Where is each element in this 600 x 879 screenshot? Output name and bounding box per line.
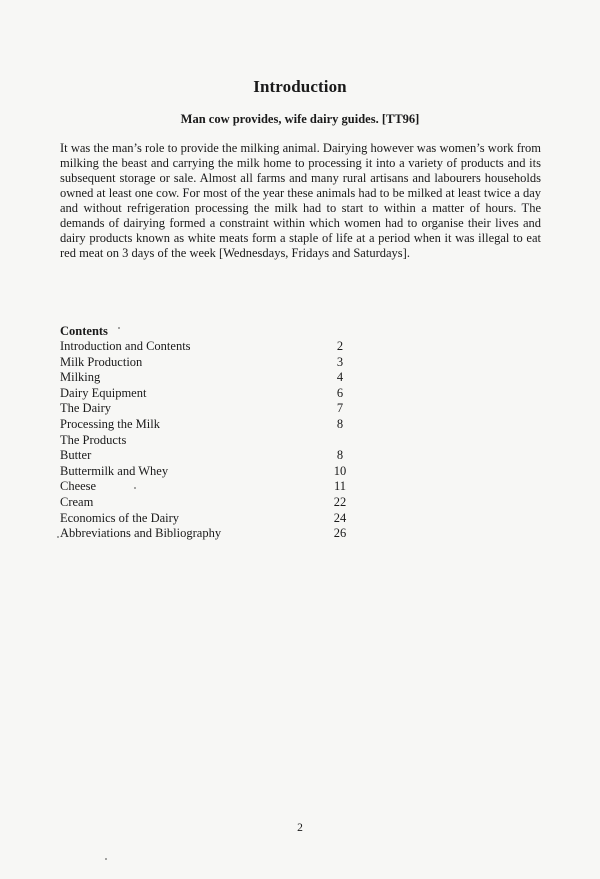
toc-entry (60, 511, 350, 527)
toc-entry-label: Milk Production (60, 354, 143, 369)
toc-entry (60, 448, 350, 464)
toc-entry (60, 339, 350, 355)
toc-entry (60, 401, 350, 417)
toc-entry-label: Buttermilk and Whey (60, 463, 169, 478)
epigraph: Man cow provides, wife dairy guides. [TT96] (180, 112, 420, 126)
toc-entry-page: 3 (336, 354, 344, 369)
toc-entry-page: 24 (333, 510, 347, 525)
toc-entry-page: 10 (333, 463, 347, 478)
toc-entry (60, 433, 350, 449)
toc-entry-page: 22 (333, 494, 347, 509)
toc-entry-label: The Products (60, 432, 127, 447)
toc-entry-page: 8 (336, 416, 344, 431)
toc-entry-label: Cheese (60, 479, 97, 494)
toc-entry-page: 8 (336, 448, 344, 463)
toc-entry (60, 386, 350, 402)
scan-speck (118, 327, 120, 329)
table-of-contents (60, 339, 350, 542)
toc-entry (60, 370, 350, 386)
toc-entry (60, 355, 350, 371)
toc-entry-label: Processing the Milk (60, 416, 160, 431)
toc-entry-label: Economics of the Dairy (60, 510, 180, 525)
toc-entry-label: Butter (60, 448, 92, 463)
page-number: 2 (297, 822, 303, 834)
toc-entry (60, 464, 350, 480)
toc-entry-label: The Dairy (60, 401, 112, 416)
toc-entry-page: 2 (336, 339, 344, 353)
toc-entry-label: Milking (60, 370, 101, 385)
toc-entry-page: 4 (336, 370, 344, 385)
contents-heading: Contents (60, 324, 108, 338)
scan-speck (134, 487, 136, 489)
toc-entry-label: Cream (60, 494, 94, 509)
toc-entry-label: Abbreviations and Bibliography (60, 526, 222, 541)
toc-entry (60, 495, 350, 511)
toc-entry-page (330, 433, 350, 449)
toc-entry (60, 479, 350, 495)
toc-entry (60, 417, 350, 433)
toc-entry-label: Introduction and Contents (60, 339, 191, 353)
toc-entry-page: 11 (333, 479, 347, 494)
toc-entry-page: 7 (336, 401, 344, 416)
scan-speck (57, 536, 59, 538)
intro-paragraph: It was the man’s role to provide the milking animal. Dairying however was women’s work from milking the beast and carrying the milk home to processing it into a variety of products and its subsequent storage or sale. Almost all farms and many rural artisans and labourers households owned at least one cow. For most of the year these animals had to be milked at least twice a day and without refrigeration processing the milk had to start to within a matter of hours. The demands of dairying formed a constraint within which women had to organise their lives and dairy products known as white meats form a staple of life at a period when it was illegal to eat red meat on 3 days of the week [Wednesdays, Fridays and Saturdays]. (60, 141, 541, 260)
toc-entry-page: 6 (336, 385, 344, 400)
toc-entry-page: 26 (333, 526, 347, 541)
toc-entry-label: Dairy Equipment (60, 385, 147, 400)
toc-entry (60, 526, 350, 542)
page-title: Introduction (253, 77, 347, 96)
scan-speck (105, 858, 107, 860)
